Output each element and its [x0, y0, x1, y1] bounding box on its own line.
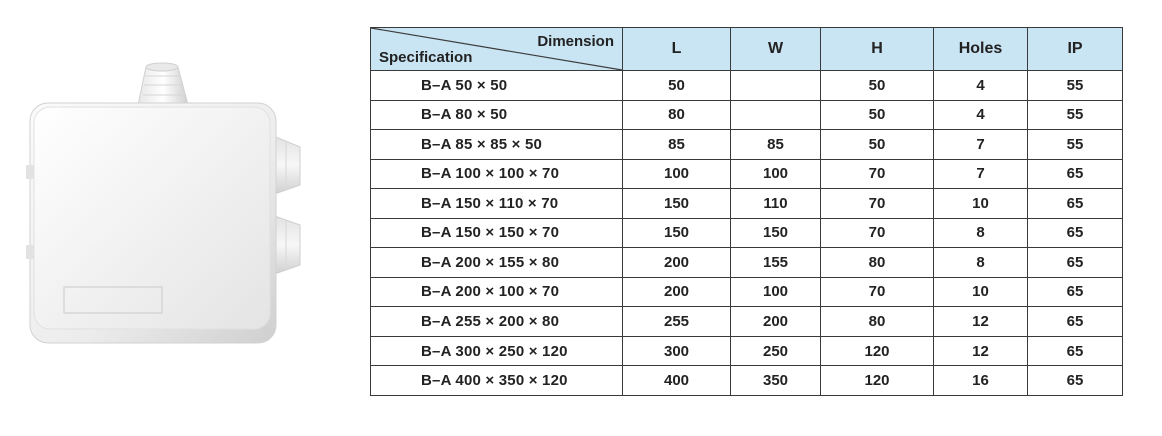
cell-holes: 7	[934, 130, 1028, 160]
cell-h: 120	[821, 336, 934, 366]
cell-w: 155	[731, 248, 821, 278]
cell-model: B–A 300 × 250 × 120	[371, 336, 623, 366]
cell-h: 70	[821, 159, 934, 189]
cell-l: 300	[623, 336, 731, 366]
cell-l: 200	[623, 277, 731, 307]
cell-l: 400	[623, 366, 731, 396]
cell-ip: 65	[1028, 189, 1123, 219]
cell-l: 200	[623, 248, 731, 278]
table-row	[371, 248, 1123, 278]
table-row	[371, 130, 1123, 160]
cell-holes: 4	[934, 100, 1028, 130]
cell-ip: 65	[1028, 218, 1123, 248]
cell-holes: 10	[934, 189, 1028, 219]
cell-l: 150	[623, 218, 731, 248]
cell-l: 50	[623, 71, 731, 101]
column-header-holes: Holes	[934, 28, 1028, 71]
cell-h: 50	[821, 71, 934, 101]
cell-ip: 65	[1028, 159, 1123, 189]
cell-model: B–A 400 × 350 × 120	[371, 366, 623, 396]
cell-w	[731, 100, 821, 130]
cell-model: B–A 150 × 110 × 70	[371, 189, 623, 219]
cell-w: 110	[731, 189, 821, 219]
cell-h: 120	[821, 366, 934, 396]
cell-model: B–A 85 × 85 × 50	[371, 130, 623, 160]
cell-model: B–A 100 × 100 × 70	[371, 159, 623, 189]
cell-l: 150	[623, 189, 731, 219]
cell-h: 70	[821, 189, 934, 219]
cell-l: 85	[623, 130, 731, 160]
cell-w: 200	[731, 307, 821, 337]
cell-ip: 65	[1028, 366, 1123, 396]
cell-holes: 10	[934, 277, 1028, 307]
cell-w: 350	[731, 366, 821, 396]
cell-ip: 55	[1028, 71, 1123, 101]
table-row	[371, 189, 1123, 219]
cell-w: 100	[731, 277, 821, 307]
cell-ip: 55	[1028, 130, 1123, 160]
table-row	[371, 307, 1123, 337]
specification-table	[370, 27, 1123, 396]
table-row	[371, 277, 1123, 307]
column-header-ip: IP	[1028, 28, 1123, 71]
cell-w: 150	[731, 218, 821, 248]
cell-model: B–A 200 × 100 × 70	[371, 277, 623, 307]
cell-holes: 16	[934, 366, 1028, 396]
cell-ip: 65	[1028, 336, 1123, 366]
cell-holes: 12	[934, 307, 1028, 337]
cell-holes: 7	[934, 159, 1028, 189]
cell-holes: 8	[934, 218, 1028, 248]
table-row	[371, 100, 1123, 130]
cell-ip: 65	[1028, 307, 1123, 337]
table-row	[371, 71, 1123, 101]
cell-model: B–A 80 × 50	[371, 100, 623, 130]
specification-label: Specification	[379, 49, 473, 66]
column-header-l: L	[623, 28, 731, 71]
column-header-h: H	[821, 28, 934, 71]
cell-model: B–A 150 × 150 × 70	[371, 218, 623, 248]
table-row	[371, 366, 1123, 396]
cell-h: 80	[821, 248, 934, 278]
dimension-label: Dimension	[537, 33, 614, 50]
cell-w: 100	[731, 159, 821, 189]
cell-h: 70	[821, 277, 934, 307]
cell-l: 255	[623, 307, 731, 337]
cell-model: B–A 200 × 155 × 80	[371, 248, 623, 278]
cell-h: 50	[821, 130, 934, 160]
cell-l: 100	[623, 159, 731, 189]
table-row	[371, 218, 1123, 248]
cell-h: 50	[821, 100, 934, 130]
table-row	[371, 336, 1123, 366]
cell-w: 250	[731, 336, 821, 366]
cell-model: B–A 50 × 50	[371, 71, 623, 101]
cell-holes: 12	[934, 336, 1028, 366]
table-row	[371, 159, 1123, 189]
cell-model: B–A 255 × 200 × 80	[371, 307, 623, 337]
cell-ip: 65	[1028, 277, 1123, 307]
junction-box-image	[18, 55, 310, 355]
cell-w: 85	[731, 130, 821, 160]
cell-h: 70	[821, 218, 934, 248]
column-header-w: W	[731, 28, 821, 71]
cell-l: 80	[623, 100, 731, 130]
cell-ip: 55	[1028, 100, 1123, 130]
cell-w	[731, 71, 821, 101]
cell-h: 80	[821, 307, 934, 337]
spec-dimension-header	[371, 28, 623, 71]
cell-holes: 4	[934, 71, 1028, 101]
cell-holes: 8	[934, 248, 1028, 278]
cell-ip: 65	[1028, 248, 1123, 278]
table-header-row	[371, 28, 1123, 71]
